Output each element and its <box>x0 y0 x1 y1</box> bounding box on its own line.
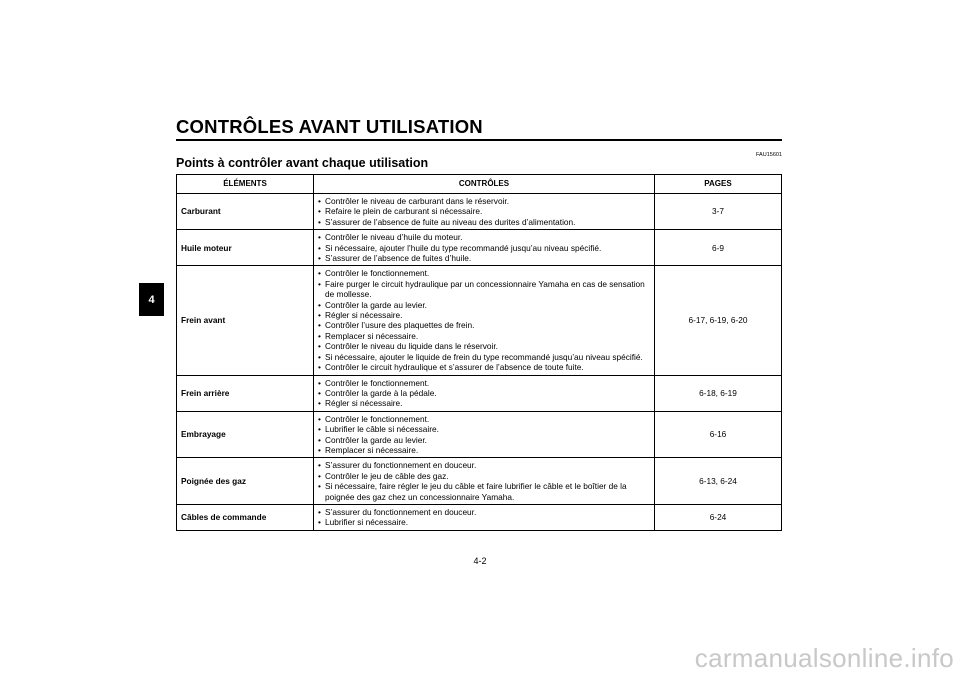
list-item: • Remplacer si nécessaire. <box>318 445 650 455</box>
list-item: • Contrôler la garde au levier. <box>318 435 650 445</box>
list-item: • Si nécessaire, ajouter le liquide de frein du type recommandé jusqu’au niveau spécifié. <box>318 352 650 362</box>
list-item: • S’assurer de l’absence de fuite au niveau des durites d’alimentation. <box>318 217 650 227</box>
column-header-elements: ÉLÉMENTS <box>177 175 314 194</box>
controls-list <box>318 268 650 372</box>
list-item: • Lubrifier si nécessaire. <box>318 517 650 527</box>
section-subtitle: Points à contrôler avant chaque utilisation <box>176 156 429 170</box>
controls-cell <box>314 411 655 458</box>
element-cell: Carburant <box>177 194 314 230</box>
list-item: • Contrôler la garde au levier. <box>318 300 650 310</box>
list-item: • Faire purger le circuit hydraulique par un concessionnaire Yamaha en cas de sensation de mollesse. <box>318 279 650 300</box>
list-item: • Si nécessaire, ajouter l’huile du type recommandé jusqu’au niveau spécifié. <box>318 243 650 253</box>
controls-list <box>318 196 650 227</box>
element-cell: Poignée des gaz <box>177 458 314 505</box>
controls-cell <box>314 458 655 505</box>
list-item: • Si nécessaire, faire régler le jeu du câble et faire lubrifier le câble et le boîtier de la poignée des gaz chez un concessionnaire Yamaha. <box>318 481 650 502</box>
table-header-row <box>177 175 782 194</box>
list-item: • S’assurer du fonctionnement en douceur. <box>318 507 650 517</box>
reference-code: FAU15601 <box>756 152 782 158</box>
page-number: 4-2 <box>473 556 487 566</box>
table-row <box>177 230 782 266</box>
pages-cell: 6-9 <box>655 230 782 266</box>
list-item: • Remplacer si nécessaire. <box>318 331 650 341</box>
table-row <box>177 266 782 375</box>
list-item: • Contrôler le niveau de carburant dans le réservoir. <box>318 196 650 206</box>
element-cell: Embrayage <box>177 411 314 458</box>
list-item: • S’assurer du fonctionnement en douceur. <box>318 460 650 470</box>
pages-cell: 6-24 <box>655 504 782 530</box>
table-row <box>177 504 782 530</box>
chapter-tab: 4 <box>139 283 164 316</box>
pages-cell: 6-17, 6-19, 6-20 <box>655 266 782 375</box>
list-item: • Contrôler le jeu de câble des gaz. <box>318 471 650 481</box>
title-rule <box>176 139 782 141</box>
controls-list <box>318 460 650 502</box>
table-body <box>177 194 782 531</box>
element-cell: Huile moteur <box>177 230 314 266</box>
pages-cell: 6-18, 6-19 <box>655 375 782 411</box>
controls-cell <box>314 194 655 230</box>
list-item: • Contrôler le circuit hydraulique et s’assurer de l’absence de toute fuite. <box>318 362 650 372</box>
controls-cell <box>314 375 655 411</box>
pages-cell: 6-16 <box>655 411 782 458</box>
controls-cell <box>314 230 655 266</box>
controls-cell <box>314 266 655 375</box>
list-item: • Lubrifier le câble si nécessaire. <box>318 424 650 434</box>
list-item: • S’assurer de l’absence de fuites d’huile. <box>318 253 650 263</box>
pages-cell: 3-7 <box>655 194 782 230</box>
controls-list <box>318 232 650 263</box>
element-cell: Frein avant <box>177 266 314 375</box>
element-cell: Frein arrière <box>177 375 314 411</box>
page-title: CONTRÔLES AVANT UTILISATION <box>176 116 483 137</box>
list-item: • Contrôler le fonctionnement. <box>318 378 650 388</box>
list-item: • Contrôler le fonctionnement. <box>318 414 650 424</box>
table-row <box>177 458 782 505</box>
table-row <box>177 375 782 411</box>
list-item: • Refaire le plein de carburant si nécessaire. <box>318 206 650 216</box>
pages-cell: 6-13, 6-24 <box>655 458 782 505</box>
table-row <box>177 194 782 230</box>
column-header-pages: PAGES <box>655 175 782 194</box>
list-item: • Contrôler le niveau du liquide dans le réservoir. <box>318 341 650 351</box>
controls-cell <box>314 504 655 530</box>
controls-list <box>318 507 650 528</box>
controls-list <box>318 378 650 409</box>
watermark: carmanualsonline.info <box>694 643 954 673</box>
column-header-controls: CONTRÔLES <box>314 175 655 194</box>
checks-table <box>176 174 782 531</box>
list-item: • Contrôler l’usure des plaquettes de frein. <box>318 320 650 330</box>
controls-list <box>318 414 650 456</box>
list-item: • Contrôler la garde à la pédale. <box>318 388 650 398</box>
list-item: • Régler si nécessaire. <box>318 310 650 320</box>
element-cell: Câbles de commande <box>177 504 314 530</box>
list-item: • Régler si nécessaire. <box>318 398 650 408</box>
list-item: • Contrôler le fonctionnement. <box>318 268 650 278</box>
list-item: • Contrôler le niveau d’huile du moteur. <box>318 232 650 242</box>
table-row <box>177 411 782 458</box>
